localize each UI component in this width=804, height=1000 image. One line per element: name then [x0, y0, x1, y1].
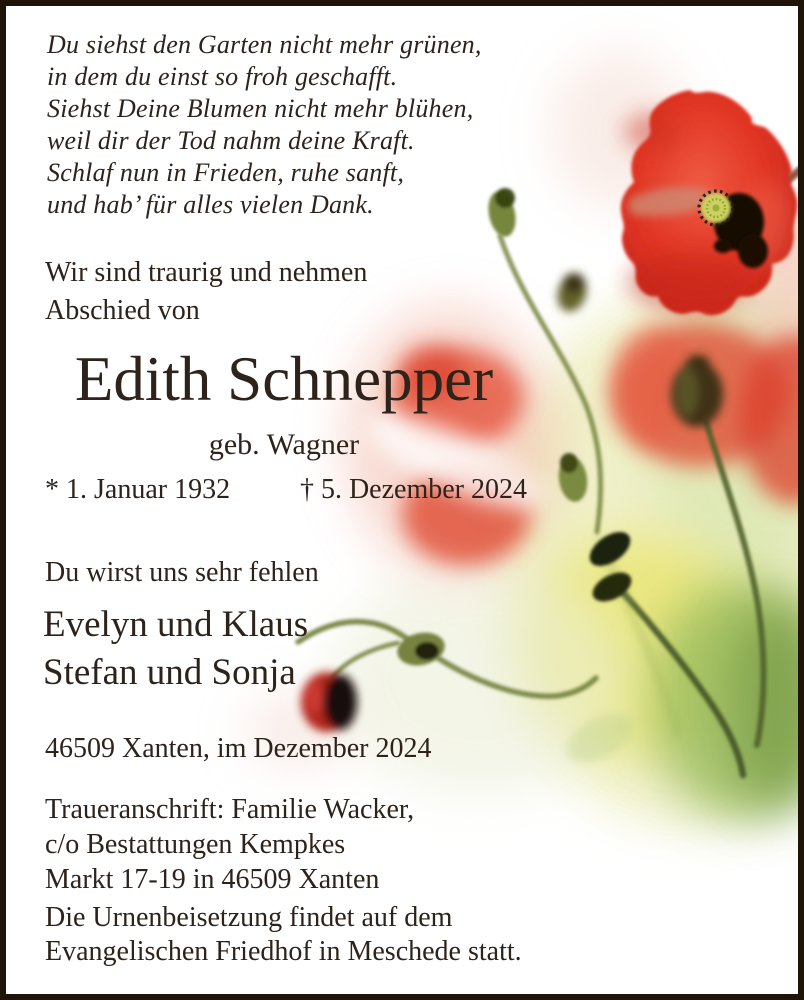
poppy-bud-blurred [553, 271, 591, 316]
deceased-name: Edith Schnepper [74, 344, 494, 414]
burial-line: Evangelischen Friedhof in Meschede statt. [45, 936, 522, 967]
birth-date: * 1. Januar 1932 [45, 474, 231, 505]
maiden-name: geb. Wagner [208, 428, 360, 461]
death-date: † 5. Dezember 2024 [299, 474, 527, 505]
burial-info [45, 901, 522, 969]
mourner-line: Stefan und Sonja [43, 652, 296, 693]
intro-text [45, 254, 367, 330]
poem-line: und hab’ für alles vielen Dank. [47, 190, 374, 219]
poem-line: Du siehst den Garten nicht mehr grünen, [47, 30, 482, 59]
mourning-address [45, 792, 414, 897]
memorial-poem [47, 29, 482, 221]
poem-line: Schlaf nun in Frieden, ruhe sanft, [47, 158, 405, 187]
poem-line: in dem du einst so froh geschafft. [47, 62, 398, 91]
address-line: Markt 17-19 in 46509 Xanten [45, 864, 380, 895]
farewell-text: Du wirst uns sehr fehlen [45, 557, 319, 588]
poppy-bud-top [485, 188, 520, 239]
address-line: c/o Bestattungen Kempkes [45, 829, 346, 860]
red-bud [301, 672, 357, 732]
life-dates [45, 474, 527, 506]
address-line: Traueranschrift: Familie Wacker, [45, 794, 415, 825]
poem-line: Siehst Deine Blumen nicht mehr blühen, [47, 94, 474, 123]
intro-line: Abschied von [45, 295, 200, 326]
mourner-line: Evelyn und Klaus [43, 604, 309, 645]
intro-line: Wir sind traurig und nehmen [45, 257, 368, 288]
place-date: 46509 Xanten, im Dezember 2024 [45, 733, 432, 764]
poem-line: weil dir der Tod nahm deine Kraft. [47, 126, 415, 155]
mourner-names [43, 601, 308, 697]
burial-line: Die Urnenbeisetzung findet auf dem [45, 902, 453, 933]
